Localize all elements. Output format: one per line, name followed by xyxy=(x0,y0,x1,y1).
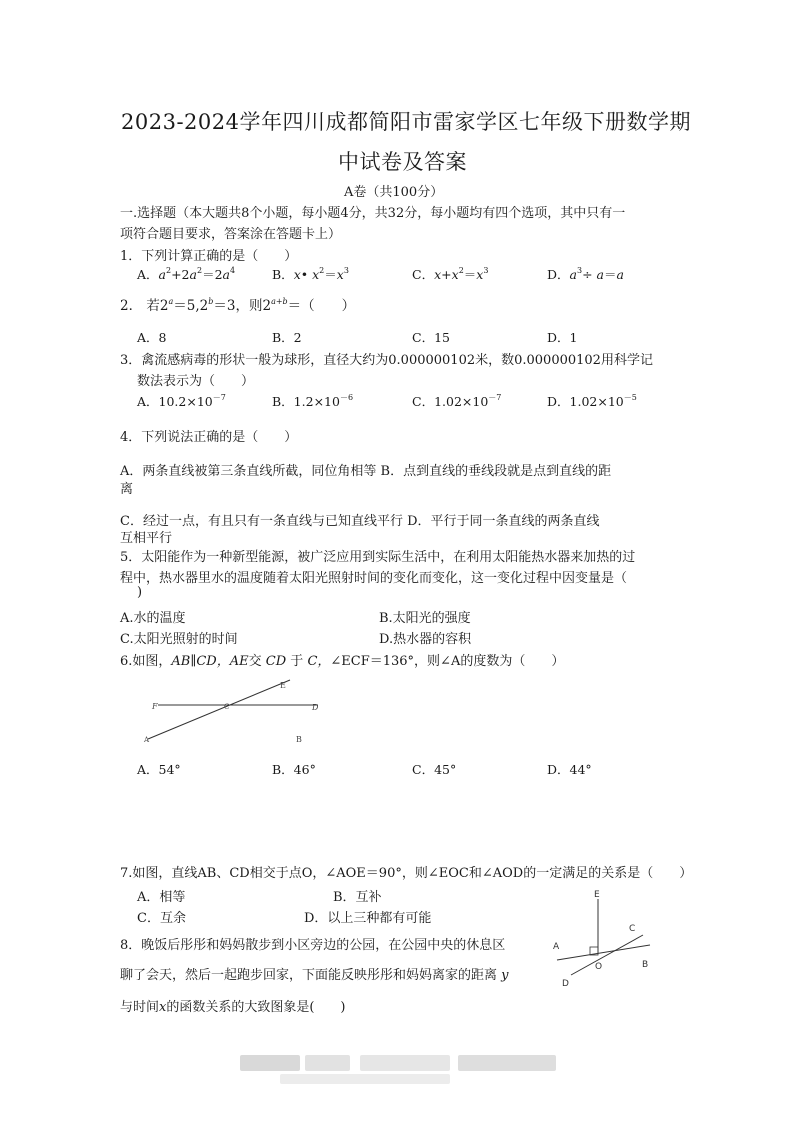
q6-stem: 6.如图，AB∥CD，AE交 CD 于 C，∠ECF＝136°，则∠A的度数为（ ） xyxy=(120,654,565,669)
page-title-line2: 中试卷及答案 xyxy=(338,150,467,174)
q2-stem: 2． 若$2^a=5,2^b=3$，则$2^{a+b}=$（ ） xyxy=(120,297,356,314)
line-ab xyxy=(557,945,650,960)
q2-option-c: C．15 xyxy=(412,330,450,345)
q2-option-d: D．1 xyxy=(547,330,578,345)
fig6-label-c: C xyxy=(224,703,230,711)
q1-option-d: D．$a^3\div a=a$ xyxy=(547,266,624,282)
q7-option-b: B．互补 xyxy=(333,890,382,905)
fig6-label-e: E xyxy=(280,681,286,690)
q7-option-d: D．以上三种都有可能 xyxy=(304,911,432,926)
fig6-label-d: D xyxy=(312,703,319,712)
fig6-label-a2: A xyxy=(144,736,150,744)
fig7-label-a: A xyxy=(553,942,560,952)
q1-option-c: C．$x+x^2=x^3$ xyxy=(412,266,489,282)
q7-option-a: A．相等 xyxy=(137,890,186,905)
fig7-label-b: B xyxy=(642,960,649,970)
line-ae xyxy=(148,680,290,739)
q6-option-d: D．44° xyxy=(547,762,592,777)
q6-option-a: A．54° xyxy=(137,762,181,777)
q7-option-c: C．互余 xyxy=(137,911,186,926)
q6-option-b: B．46° xyxy=(272,762,316,777)
q7-stem: 7.如图，直线AB、CD相交于点O，∠AOE＝90°，则∠EOC和∠AOD的一定满足的关系是（ ） xyxy=(120,866,693,881)
q5-option-c: C.太阳光照射的时间 xyxy=(120,632,238,647)
q5-stem-2: 程中，热水器里水的温度随着太阳光照射时间的变化而变化，这一变化过程中因变量是（ xyxy=(120,571,628,586)
q1-option-b: B．x• $x^2=x^3$ xyxy=(272,266,349,282)
q5-stem-3: ) xyxy=(137,585,143,600)
q5-stem: 5．太阳能作为一种新型能源，被广泛应用到实际生活中，在利用太阳能热水器来加热的过 xyxy=(120,550,636,565)
fig7-label-e: E xyxy=(594,890,600,900)
q7-figure xyxy=(545,885,665,995)
line-cd xyxy=(571,935,643,975)
q3-option-b: B．$1.2\times 10^{-6}$ xyxy=(272,393,354,409)
fig7-label-d: D xyxy=(562,979,569,989)
q1-stem: 1．下列计算正确的是（ ） xyxy=(120,249,298,264)
q2-option-b: B．2 xyxy=(272,330,302,345)
q5-option-a: A.水的温度 xyxy=(120,611,186,626)
q3-option-d: D．$1.02\times 10^{-5}$ xyxy=(547,393,637,409)
section-intro-2: 项符合题目要求，答案涂在答题卡上） xyxy=(120,227,342,242)
section-heading: A卷（共100分） xyxy=(344,185,444,200)
q4-option-ab-2: 离 xyxy=(120,482,134,497)
footer-watermark xyxy=(240,1055,300,1071)
q3-stem-2: 数法表示为（ ） xyxy=(137,374,255,389)
q3-stem: 3．禽流感病毒的形状一般为球形，直径大约为0.000000102米，数0.000000102用科学记 xyxy=(120,353,653,368)
footer-watermark-5 xyxy=(280,1074,450,1084)
fig7-label-c: C xyxy=(629,924,636,934)
fig6-label-b: B xyxy=(296,735,302,744)
q5-option-d: D.热水器的容积 xyxy=(379,632,472,647)
q8-stem-3: 与时间x的函数关系的大致图象是( ) xyxy=(120,1000,346,1015)
footer-watermark-2 xyxy=(305,1055,350,1071)
fig6-label-a: F xyxy=(152,702,158,711)
q3-option-a: A．$10.2\times 10^{-7}$ xyxy=(137,393,226,409)
q1-option-a: A．$a^2+2a^2=2a^4$ xyxy=(137,266,236,282)
fig7-label-o: O xyxy=(595,962,603,972)
q6-figure xyxy=(140,672,340,750)
footer-watermark-4 xyxy=(458,1055,556,1071)
q2-option-a: A．8 xyxy=(137,330,167,345)
q8-stem: 8．晚饭后彤彤和妈妈散步到小区旁边的公园，在公园中央的休息区 xyxy=(120,938,506,953)
section-intro: 一.选择题（本大题共8个小题，每小题4分，共32分，每小题均有四个选项，其中只有一 xyxy=(120,206,626,221)
q4-stem: 4．下列说法正确的是（ ） xyxy=(120,430,298,445)
q4-option-cd-2: 互相平行 xyxy=(120,531,173,546)
q3-option-c: C．$1.02\times 10^{-7}$ xyxy=(412,393,502,409)
q4-option-cd: C．经过一点，有且只有一条直线与已知直线平行 D．平行于同一条直线的两条直线 xyxy=(120,514,600,529)
q4-option-ab: A．两条直线被第三条直线所截，同位角相等 B．点到直线的垂线段就是点到直线的距 xyxy=(120,464,612,479)
q5-option-b: B.太阳光的强度 xyxy=(379,611,471,626)
footer-watermark-3 xyxy=(360,1055,450,1071)
page-title: 2023-2024学年四川成都简阳市雷家学区七年级下册数学期 xyxy=(121,110,691,134)
q8-stem-2: 聊了会天，然后一起跑步回家，下面能反映彤彤和妈妈离家的距离 y xyxy=(120,968,509,983)
q6-option-c: C．45° xyxy=(412,762,457,777)
